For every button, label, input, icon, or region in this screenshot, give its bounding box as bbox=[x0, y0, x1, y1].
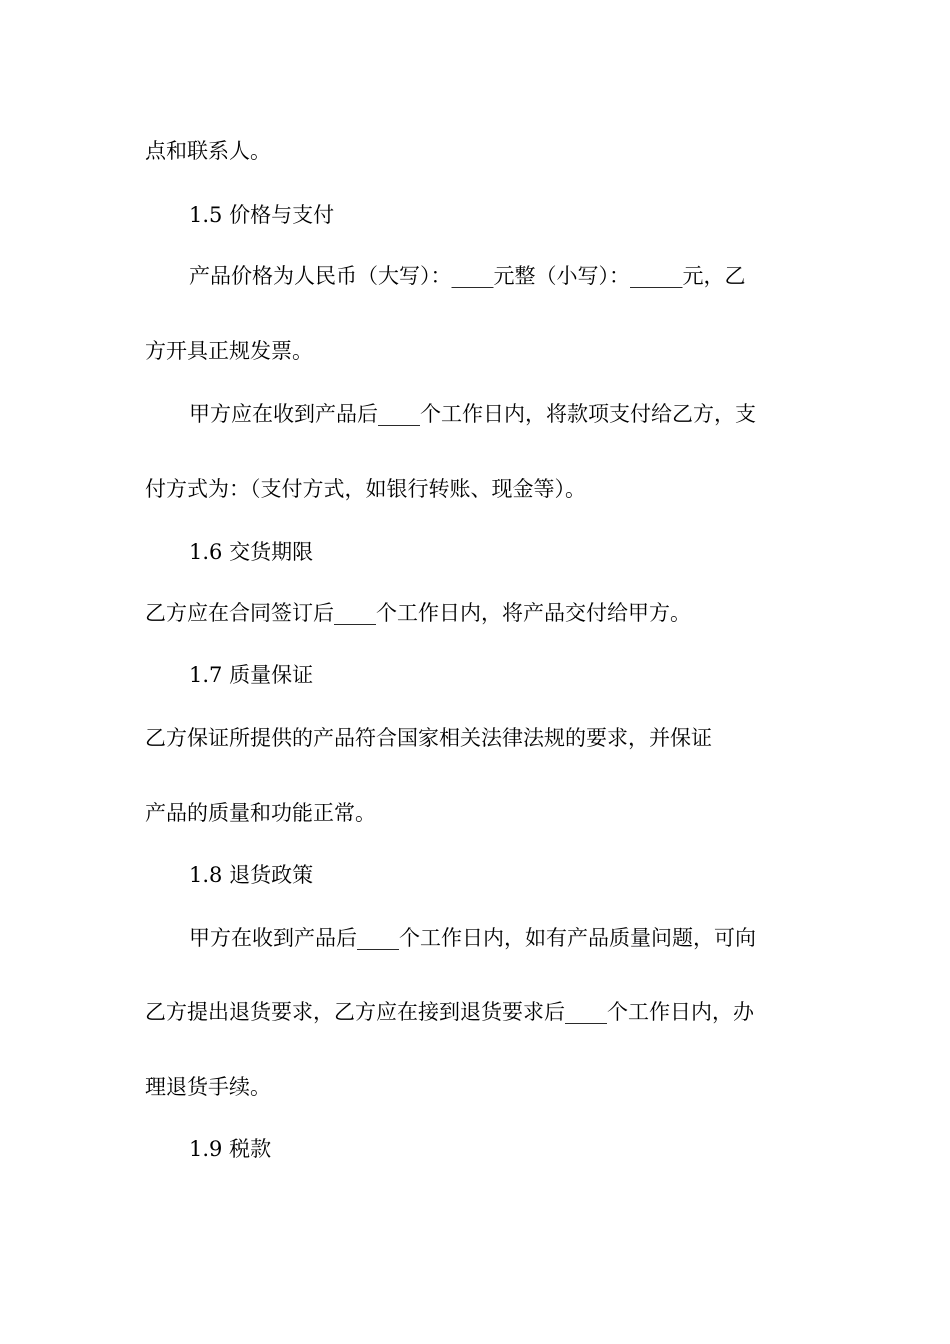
paragraph-returns-line-3: 理退货手续。 bbox=[145, 1075, 271, 1099]
section-heading-1-9: 1.9 税款 bbox=[189, 1137, 272, 1161]
paragraph-quality-line-2: 产品的质量和功能正常。 bbox=[145, 801, 376, 825]
paragraph-delivery: 乙方应在合同签订后____个工作日内，将产品交付给甲方。 bbox=[145, 601, 691, 625]
paragraph-returns-line-1: 甲方在收到产品后____个工作日内，如有产品质量问题，可向 bbox=[189, 926, 756, 950]
section-heading-1-6: 1.6 交货期限 bbox=[189, 540, 314, 564]
paragraph-payment-line-1: 甲方应在收到产品后____个工作日内，将款项支付给乙方，支 bbox=[189, 402, 756, 426]
section-heading-1-8: 1.8 退货政策 bbox=[189, 863, 314, 887]
paragraph-price-line-2: 方开具正规发票。 bbox=[145, 339, 313, 363]
paragraph-quality-line-1: 乙方保证所提供的产品符合国家相关法律法规的要求，并保证 bbox=[145, 726, 712, 750]
paragraph-payment-line-2: 付方式为：（支付方式，如银行转账、现金等）。 bbox=[145, 477, 586, 501]
paragraph-continuation: 点和联系人。 bbox=[145, 139, 271, 163]
section-heading-1-7: 1.7 质量保证 bbox=[189, 663, 314, 687]
section-heading-1-5: 1.5 价格与支付 bbox=[189, 203, 335, 227]
paragraph-returns-line-2: 乙方提出退货要求，乙方应在接到退货要求后____个工作日内，办 bbox=[145, 1000, 754, 1024]
paragraph-price-line-1: 产品价格为人民币（大写）：____元整（小写）：_____元，乙 bbox=[189, 264, 746, 288]
